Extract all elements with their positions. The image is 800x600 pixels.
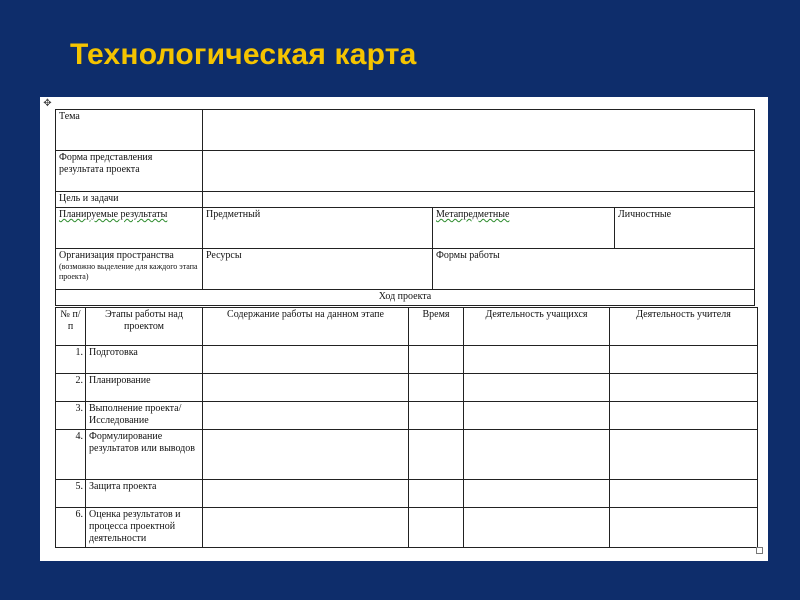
row-teacher-cell[interactable] [610,374,758,402]
metasubject-cell[interactable] [433,208,615,249]
row-stage: Формулирование результатов или выводов [86,430,203,480]
row-time-cell[interactable] [409,374,464,402]
row-time-cell[interactable] [409,402,464,430]
project-stages-table [55,307,758,548]
row-content-cell[interactable] [203,402,409,430]
table-row [56,249,755,290]
row-stage: Выполнение проекта/Исследование [86,402,203,430]
goal-label: Цель и задачи [56,192,203,208]
topic-label: Тема [56,110,203,151]
row-students-cell[interactable] [464,402,610,430]
planned-results-label [56,208,203,249]
row-students-cell[interactable] [464,430,610,480]
row-num: 3. [56,402,86,430]
header-students: Деятельность учащихся [464,308,610,346]
table-move-icon[interactable]: ✥ [43,98,52,109]
row-content-cell[interactable] [203,508,409,548]
row-num: 4. [56,430,86,480]
table-row [56,110,755,151]
row-content-cell[interactable] [203,346,409,374]
header-stage: Этапы работы над проектом [86,308,203,346]
row-stage: Планирование [86,374,203,402]
space-org-title: Организация пространства [59,250,174,261]
row-content-cell[interactable] [203,480,409,508]
work-forms-cell[interactable]: Формы работы [433,249,755,290]
table-row [56,290,755,306]
table-header-row [56,308,758,346]
row-time-cell[interactable] [409,480,464,508]
header-time: Время [409,308,464,346]
row-time-cell[interactable] [409,346,464,374]
metasubject-text: Метапредметные [436,209,510,220]
row-stage: Оценка результатов и процесса проектной деятельности [86,508,203,548]
project-info-table [55,109,755,306]
table-row [56,430,758,480]
row-num: 1. [56,346,86,374]
table-row [56,480,758,508]
table-row [56,208,755,249]
table-row [56,508,758,548]
subject-cell[interactable]: Предметный [203,208,433,249]
table-row [56,151,755,192]
document-sheet [40,97,768,561]
header-num: № п/п [56,308,86,346]
row-num: 2. [56,374,86,402]
row-num: 5. [56,480,86,508]
table-resize-handle[interactable] [756,547,763,554]
row-stage: Защита проекта [86,480,203,508]
row-teacher-cell[interactable] [610,480,758,508]
row-students-cell[interactable] [464,374,610,402]
row-teacher-cell[interactable] [610,346,758,374]
personal-cell[interactable]: Личностные [615,208,755,249]
row-time-cell[interactable] [409,508,464,548]
table-row [56,374,758,402]
result-form-label: Форма представления результата проекта [56,151,203,192]
row-teacher-cell[interactable] [610,402,758,430]
table-row [56,346,758,374]
row-students-cell[interactable] [464,480,610,508]
table-row [56,402,758,430]
header-content: Содержание работы на данном этапе [203,308,409,346]
space-org-label [56,249,203,290]
result-form-cell[interactable] [203,151,755,192]
row-time-cell[interactable] [409,430,464,480]
row-stage: Подготовка [86,346,203,374]
topic-cell[interactable] [203,110,755,151]
table-row [56,192,755,208]
row-teacher-cell[interactable] [610,430,758,480]
goal-cell[interactable] [203,192,755,208]
progress-label: Ход проекта [56,290,755,306]
planned-results-text: Планируемые результаты [59,209,168,220]
resources-cell[interactable]: Ресурсы [203,249,433,290]
row-num: 6. [56,508,86,548]
row-teacher-cell[interactable] [610,508,758,548]
row-content-cell[interactable] [203,430,409,480]
slide-title: Технологическая карта [70,38,417,71]
header-teacher: Деятельность учителя [610,308,758,346]
row-students-cell[interactable] [464,346,610,374]
row-students-cell[interactable] [464,508,610,548]
space-org-note: (возможно выделение для каждого этапа проекта) [59,262,198,281]
row-content-cell[interactable] [203,374,409,402]
